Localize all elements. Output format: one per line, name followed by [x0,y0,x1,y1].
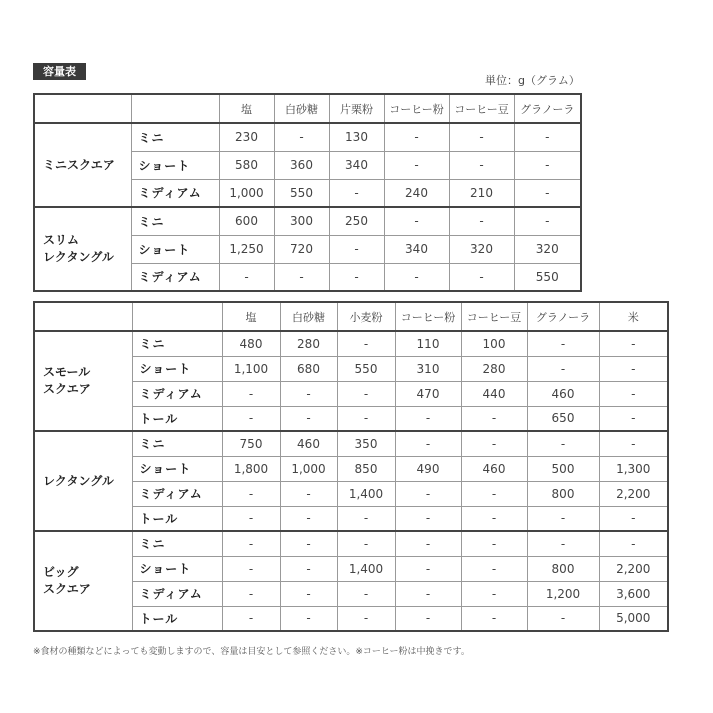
capacity-cell: 470 [395,381,461,406]
capacity-cell: 360 [274,151,329,179]
capacity-cell: 1,300 [599,456,668,481]
size-label: ミディアム [131,179,219,207]
product-group-name: レクタングル [34,431,132,531]
capacity-cell: - [461,556,527,581]
capacity-cell: - [514,123,581,151]
capacity-cell: - [514,179,581,207]
capacity-cell: 440 [461,381,527,406]
capacity-cell: 460 [461,456,527,481]
column-header: グラノーラ [527,302,599,331]
capacity-cell: - [461,431,527,456]
header-row [34,302,668,331]
capacity-cell: 320 [514,235,581,263]
capacity-cell: 110 [395,331,461,356]
capacity-cell: - [337,506,395,531]
capacity-cell: - [329,235,384,263]
column-header: グラノーラ [514,94,581,123]
capacity-cell: - [527,506,599,531]
capacity-table-2 [33,301,669,632]
capacity-cell: - [599,356,668,381]
capacity-cell: 5,000 [599,606,668,631]
size-label: ショート [132,356,222,381]
capacity-cell: - [527,431,599,456]
capacity-cell: - [222,481,280,506]
size-label: ショート [132,456,222,481]
size-label: ミニ [132,431,222,456]
capacity-cell: 2,200 [599,481,668,506]
column-header: 白砂糖 [280,302,337,331]
capacity-cell: 210 [449,179,514,207]
capacity-cell: 460 [280,431,337,456]
capacity-cell: 800 [527,481,599,506]
product-group-name: スリム レクタングル [34,207,131,291]
capacity-table-1 [33,93,582,292]
capacity-cell: - [222,556,280,581]
capacity-cell: 1,250 [219,235,274,263]
capacity-cell: 280 [461,356,527,381]
capacity-cell: 1,000 [280,456,337,481]
capacity-cell: 500 [527,456,599,481]
capacity-cell: 300 [274,207,329,235]
column-header: 白砂糖 [274,94,329,123]
capacity-cell: 550 [274,179,329,207]
capacity-cell: - [329,263,384,291]
capacity-cell: - [274,123,329,151]
column-header: コーヒー豆 [449,94,514,123]
capacity-cell: - [527,331,599,356]
capacity-cell: - [599,331,668,356]
capacity-cell: - [280,606,337,631]
capacity-cell: - [222,606,280,631]
capacity-cell: - [599,381,668,406]
capacity-cell: - [337,531,395,556]
capacity-cell: - [337,606,395,631]
capacity-cell: 650 [527,406,599,431]
capacity-cell: - [280,381,337,406]
capacity-cell: - [599,406,668,431]
capacity-cell: - [222,381,280,406]
capacity-cell: - [384,151,449,179]
capacity-cell: 850 [337,456,395,481]
table-row [34,207,581,235]
capacity-cell: - [395,481,461,506]
capacity-cell: 1,000 [219,179,274,207]
column-header: コーヒー粉 [395,302,461,331]
capacity-cell: - [461,406,527,431]
capacity-cell: - [527,356,599,381]
capacity-cell: - [384,123,449,151]
capacity-cell: - [337,581,395,606]
capacity-cell: 230 [219,123,274,151]
capacity-cell: 2,200 [599,556,668,581]
capacity-cell: - [599,506,668,531]
size-label: ミニ [132,331,222,356]
size-label: ショート [131,235,219,263]
capacity-cell: - [461,581,527,606]
size-label: ミニ [131,207,219,235]
capacity-cell: - [280,581,337,606]
size-label: トール [132,406,222,431]
capacity-cell: - [449,263,514,291]
capacity-cell: 130 [329,123,384,151]
size-label: ミディアム [132,581,222,606]
capacity-cell: 320 [449,235,514,263]
capacity-cell: 240 [384,179,449,207]
table-row [34,531,668,556]
column-header [34,94,131,123]
capacity-cell: - [514,207,581,235]
capacity-cell: - [274,263,329,291]
capacity-cell: 100 [461,331,527,356]
capacity-cell: - [461,481,527,506]
capacity-cell: 720 [274,235,329,263]
capacity-cell: 550 [337,356,395,381]
capacity-cell: 340 [329,151,384,179]
column-header: コーヒー豆 [461,302,527,331]
capacity-cell: - [395,556,461,581]
column-header [132,302,222,331]
capacity-cell: - [280,481,337,506]
capacity-cell: 1,100 [222,356,280,381]
column-header: コーヒー粉 [384,94,449,123]
capacity-cell: 600 [219,207,274,235]
capacity-cell: - [222,406,280,431]
capacity-cell: - [384,263,449,291]
capacity-cell: 1,200 [527,581,599,606]
size-label: トール [132,606,222,631]
capacity-cell: - [222,506,280,531]
capacity-cell: 680 [280,356,337,381]
capacity-cell: 750 [222,431,280,456]
capacity-cell: 1,400 [337,481,395,506]
table-row [34,331,668,356]
product-group-name: ミニスクエア [34,123,131,207]
capacity-cell: - [337,406,395,431]
capacity-cell: - [337,331,395,356]
unit-note: 単位：g（グラム） [485,74,580,87]
product-group-name: ビッグ スクエア [34,531,132,631]
size-label: ミディアム [132,481,222,506]
capacity-cell: - [449,151,514,179]
size-label: トール [132,506,222,531]
capacity-cell: 310 [395,356,461,381]
table-row [34,123,581,151]
capacity-cell: - [395,606,461,631]
capacity-cell: 280 [280,331,337,356]
capacity-cell: - [527,606,599,631]
capacity-cell: - [527,531,599,556]
capacity-cell: - [395,431,461,456]
size-label: ミニ [131,123,219,151]
capacity-cell: 340 [384,235,449,263]
size-label: ショート [131,151,219,179]
capacity-cell: - [449,123,514,151]
column-header: 塩 [222,302,280,331]
capacity-cell: 460 [527,381,599,406]
capacity-cell: 550 [514,263,581,291]
column-header [131,94,219,123]
capacity-cell: - [461,606,527,631]
capacity-cell: - [384,207,449,235]
column-header: 片栗粉 [329,94,384,123]
capacity-cell: - [280,506,337,531]
column-header: 塩 [219,94,274,123]
capacity-cell: - [395,581,461,606]
capacity-cell: 1,400 [337,556,395,581]
product-group-name: スモール スクエア [34,331,132,431]
capacity-cell: - [222,531,280,556]
capacity-cell: - [449,207,514,235]
header-row [34,94,581,123]
column-header [34,302,132,331]
capacity-cell: 1,800 [222,456,280,481]
capacity-cell: - [461,531,527,556]
capacity-table-badge: 容量表 [33,63,86,80]
capacity-cell: 350 [337,431,395,456]
capacity-cell: 490 [395,456,461,481]
capacity-cell: - [599,431,668,456]
capacity-cell: - [395,531,461,556]
capacity-cell: - [461,506,527,531]
column-header: 小麦粉 [337,302,395,331]
capacity-cell: - [280,556,337,581]
capacity-cell: - [395,406,461,431]
capacity-cell: - [280,406,337,431]
capacity-cell: 800 [527,556,599,581]
table-row [34,431,668,456]
capacity-cell: 580 [219,151,274,179]
capacity-cell: 480 [222,331,280,356]
capacity-cell: - [395,506,461,531]
capacity-cell: - [599,531,668,556]
capacity-cell: - [329,179,384,207]
capacity-cell: - [280,531,337,556]
capacity-cell: - [219,263,274,291]
capacity-cell: - [222,581,280,606]
capacity-cell: - [514,151,581,179]
column-header: 米 [599,302,668,331]
capacity-cell: - [337,381,395,406]
footnote: ※食材の種類などによっても変動しますので、容量は目安として参照ください。※コーヒー粉は中挽きです。 [33,647,470,657]
capacity-cell: 3,600 [599,581,668,606]
size-label: ショート [132,556,222,581]
size-label: ミディアム [131,263,219,291]
size-label: ミディアム [132,381,222,406]
capacity-cell: 250 [329,207,384,235]
size-label: ミニ [132,531,222,556]
